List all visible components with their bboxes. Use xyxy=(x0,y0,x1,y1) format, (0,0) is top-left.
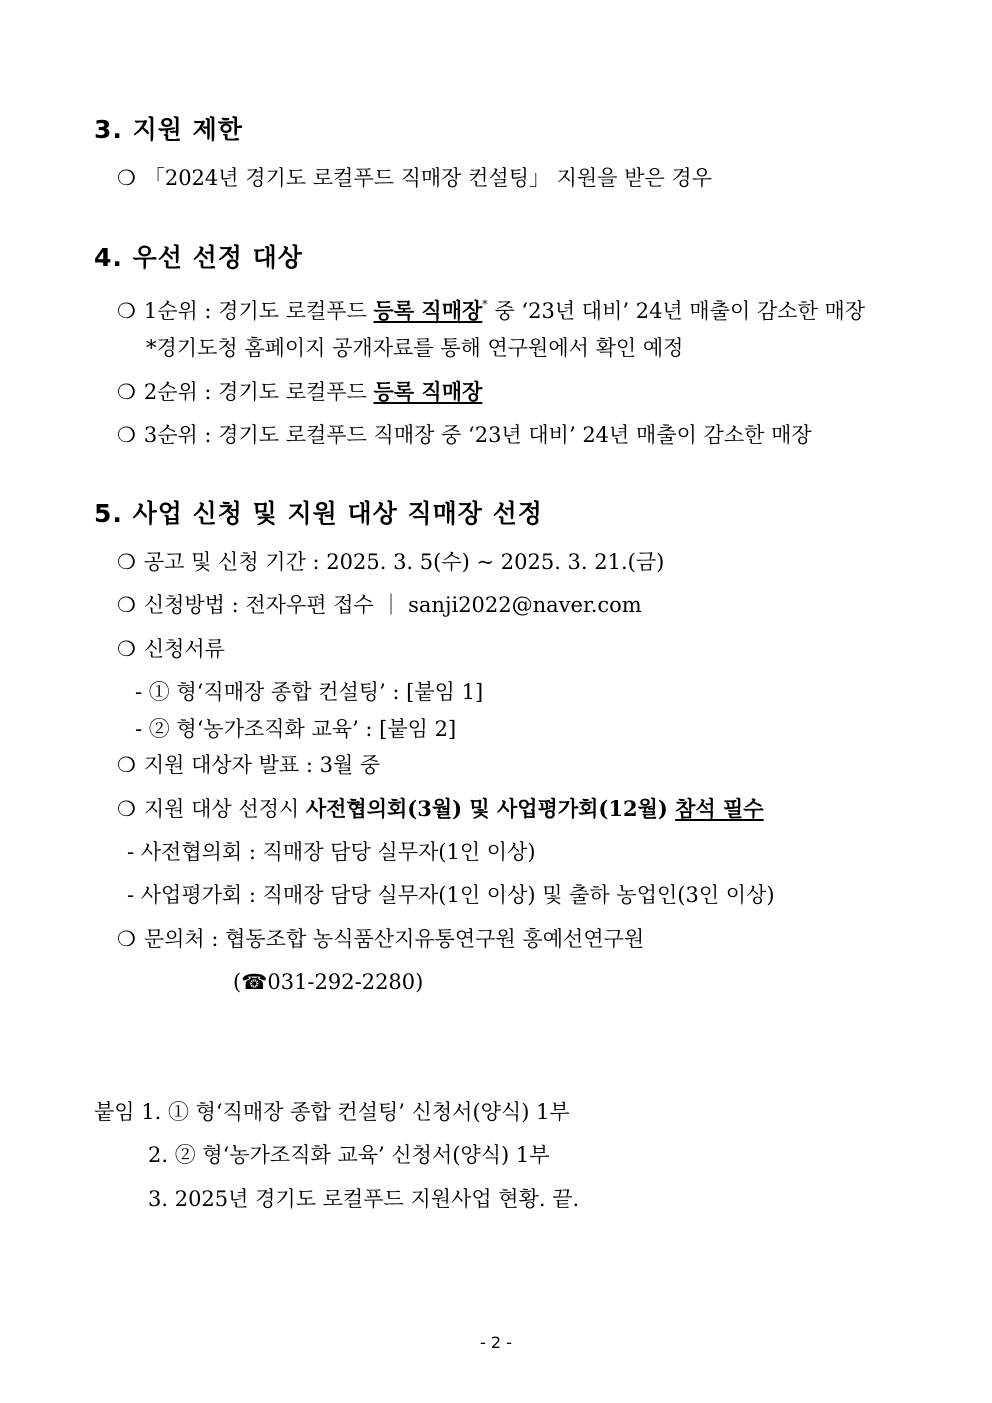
bullet-circle-icon: ❍ xyxy=(117,380,136,404)
priority-1 xyxy=(117,291,865,325)
contact xyxy=(117,925,644,953)
application-period xyxy=(117,548,664,576)
priority-3 xyxy=(117,421,812,449)
bullet-circle-icon: ❍ xyxy=(117,927,136,951)
bullet-circle-icon: ❍ xyxy=(117,166,136,190)
bullet-circle-icon: ❍ xyxy=(117,753,136,777)
sec3-item xyxy=(117,164,712,192)
section-4-heading: 4. 우선 선정 대상 xyxy=(94,243,303,272)
bullet-circle-icon: ❍ xyxy=(117,299,136,323)
bullet-circle-icon: ❍ xyxy=(117,550,136,574)
bullet-circle-icon: ❍ xyxy=(117,797,136,821)
page-number: - 2 - xyxy=(480,1333,512,1352)
doc-item-1: - ① 형‘직매장 종합 컨설팅’ : [붙임 1] xyxy=(135,680,484,704)
bullet-circle-icon: ❍ xyxy=(117,637,136,661)
announcement-text: 지원 대상자 발표 : 3월 중 xyxy=(143,753,381,777)
section-3-heading: 3. 지원 제한 xyxy=(94,115,243,144)
application-docs-text: 신청서류 xyxy=(143,637,225,661)
priority-1-suffix: 중 ‘23년 대비’ 24년 매출이 감소한 매장 xyxy=(487,299,866,323)
section-5-heading: 5. 사업 신청 및 지원 대상 직매장 선정 xyxy=(94,499,543,528)
announcement xyxy=(117,751,380,779)
selection-bold: 사전협의회(3월) 및 사업평가회(12월) xyxy=(305,796,676,821)
priority-1-prefix: 1순위 : 경기도 로컬푸드 xyxy=(143,299,374,323)
bullet-circle-icon: ❍ xyxy=(117,423,136,447)
sub-item-evaluation: - 사업평가회 : 직매장 담당 실무자(1인 이상) 및 출하 농업인(3인 이상) xyxy=(127,883,775,907)
priority-2-prefix: 2순위 : 경기도 로컬푸드 xyxy=(143,380,374,404)
application-method-text: 신청방법 : 전자우편 접수 ｜ sanji2022@naver.com xyxy=(143,593,642,617)
bullet-circle-icon: ❍ xyxy=(117,593,136,617)
application-period-text: 공고 및 신청 기간 : 2025. 3. 5(수) ~ 2025. 3. 21.(금) xyxy=(143,550,665,574)
selection-required: 참석 필수 xyxy=(675,796,764,821)
contact-phone: (☎031-292-2280) xyxy=(233,970,424,994)
priority-2 xyxy=(117,378,482,406)
attachment-2: 2. ② 형‘농가조직화 교육’ 신청서(양식) 1부 xyxy=(148,1143,550,1167)
priority-3-text: 3순위 : 경기도 로컬푸드 직매장 중 ‘23년 대비’ 24년 매출이 감소한 매장 xyxy=(143,423,812,447)
priority-1-emphasis: 등록 직매장 xyxy=(373,298,483,323)
footnote-mark: * xyxy=(482,298,488,311)
contact-text: 문의처 : 협동조합 농식품산지유통연구원 홍예선연구원 xyxy=(143,927,645,951)
priority-2-emphasis: 등록 직매장 xyxy=(373,379,483,404)
sub-item-pre-meeting: - 사전협의회 : 직매장 담당 실무자(1인 이상) xyxy=(127,840,536,864)
selection-requirement xyxy=(117,795,764,823)
application-docs xyxy=(117,635,225,663)
application-method xyxy=(117,591,642,619)
sec3-item-text: 「2024년 경기도 로컬푸드 직매장 컨설팅」 지원을 받은 경우 xyxy=(143,166,713,190)
attachment-1: 붙임 1. ① 형‘직매장 종합 컨설팅’ 신청서(양식) 1부 xyxy=(94,1100,570,1124)
doc-item-2: - ② 형‘농가조직화 교육’ : [붙임 2] xyxy=(135,717,457,741)
priority-1-note: *경기도청 홈페이지 공개자료를 통해 연구원에서 확인 예정 xyxy=(146,336,684,360)
selection-prefix: 지원 대상 선정시 xyxy=(143,797,306,821)
attachment-3: 3. 2025년 경기도 로컬푸드 지원사업 현황. 끝. xyxy=(148,1187,580,1211)
